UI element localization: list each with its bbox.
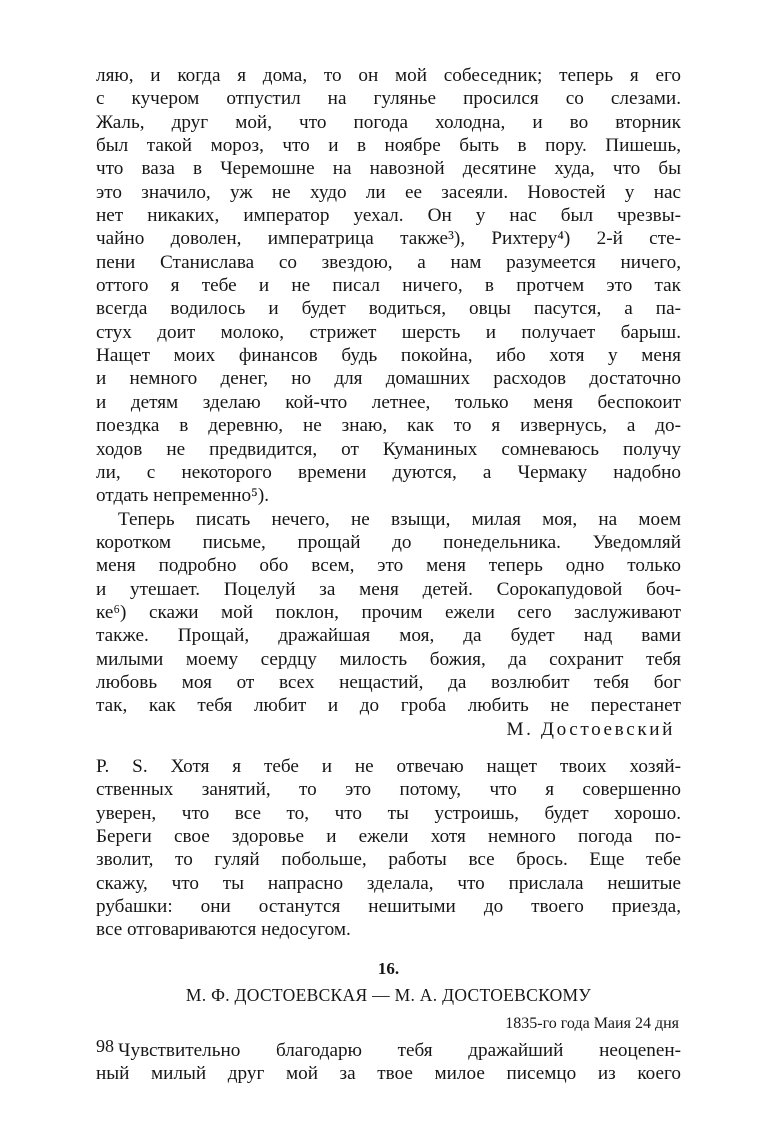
- text-line: уверен, что все то, что ты устроишь, будет хорошо.: [96, 802, 681, 824]
- paragraph-3: [96, 1039, 681, 1086]
- letter-date: 1835-го года Маия 24 дня: [505, 1014, 679, 1032]
- postscript: [96, 755, 681, 942]
- text-line: ный милый друг мой за твое милое писемцо из коего: [96, 1063, 681, 1085]
- text-line: Нащет моих финансов будь покойна, ибо хотя у меня: [96, 345, 681, 367]
- text-line: чайно доволен, императрица также³), Рихтеру⁴) 2-й сте-: [96, 228, 681, 250]
- text-line: также. Прощай, дражайшая моя, да будет над вами: [96, 625, 681, 647]
- text-line: стух доит молоко, стрижет шерсть и получает барыш.: [96, 321, 681, 343]
- text-line: меня подробно обо всем, это меня теперь одно только: [96, 555, 681, 577]
- text-line: это значило, уж не худо ли ее засеяли. Новостей у нас: [96, 181, 681, 203]
- letter-heading: М. Ф. ДОСТОЕВСКАЯ — М. А. ДОСТОЕВСКОМУ: [185, 984, 592, 1005]
- text-line: отдать непременно⁵).: [96, 485, 270, 507]
- text-line: зволит, то гуляй побольше, работы все брось. Еще тебе: [96, 849, 681, 871]
- signature: М. Достоевский: [506, 718, 675, 740]
- text-line: Береги свое здоровье и ежели хотя немного погода по-: [96, 826, 681, 847]
- text-line: все отговариваются недосугом.: [96, 919, 351, 941]
- text-line: ляю, и когда я дома, то он мой собеседник; теперь я его: [96, 65, 681, 86]
- text-line: Чувствительно благодарю тебя дражайший неоцenен-: [118, 1039, 681, 1061]
- text-line: скажу, что ты напрасно зделала, что прислала нешитые: [96, 872, 681, 894]
- text-line: с кучером отпустил на гулянье просился со слезами.: [96, 88, 681, 110]
- text-line: нет никаких, император уехал. Он у нас был чрезвы-: [96, 205, 681, 227]
- paragraph-1: [96, 64, 681, 508]
- text-line: любовь моя от всех нещастий, да возлюбит тебя бог: [96, 671, 681, 693]
- page-number: 98: [96, 1036, 114, 1056]
- text-line: P. S. Хотя я тебе и не отвечаю нащет твоих хозяй-: [96, 755, 681, 777]
- text-line: и утешает. Поцелуй за меня детей. Сорокапудовой боч-: [96, 578, 681, 600]
- text-line: что ваза в Черемошне на навозной десятине худа, что бы: [96, 158, 681, 180]
- text-line: поездка в деревню, не знаю, как то я извернусь, а до-: [96, 415, 681, 437]
- spacer: [96, 942, 681, 956]
- text-line: ке⁶) скажи мой поклон, прочим ежели сего заслуживают: [96, 601, 681, 623]
- text-column: [96, 64, 681, 1085]
- text-line: пени Станислава со звездою, а нам разумеется ничего,: [96, 251, 681, 273]
- text-line: всегда водилось и будет водиться, овцы пасутся, а па-: [96, 298, 681, 320]
- text-line: ли, с некоторого времени дуются, а Чермаку надобно: [96, 461, 681, 483]
- text-line: Жаль, друг мой, что погода холодна, и во вторник: [96, 111, 681, 133]
- letter-number: 16.: [377, 958, 400, 978]
- text-line: ходов не предвидится, от Куманиных сомневаюсь получу: [96, 438, 681, 460]
- text-line: коротком письме, прощай до понедельника. Уведомляй: [96, 531, 681, 553]
- text-line: Теперь писать нечего, не взыщи, милая моя, на моем: [118, 508, 681, 530]
- spacer: [96, 741, 681, 755]
- text-line: и детям зделаю кой-что летнее, только меня беспокоит: [96, 391, 681, 413]
- text-line: так, как тебя любит и до гроба любить не перестанет: [96, 695, 681, 717]
- paragraph-2: [96, 508, 681, 718]
- text-line: был такой мороз, что и в ноябре быть в пору. Пишешь,: [96, 135, 681, 157]
- text-line: оттого я тебе и не писал ничего, в протчем это так: [96, 275, 681, 297]
- text-line: милыми моему сердцу милость божия, да сохранит тебя: [96, 648, 681, 670]
- text-line: ственных занятий, то это потому, что я совершенно: [96, 779, 681, 801]
- text-line: и немного денег, но для домашних расходов достаточно: [96, 368, 681, 390]
- text-line: рубашки: они останутся нешитыми до твоего приезда,: [96, 896, 681, 918]
